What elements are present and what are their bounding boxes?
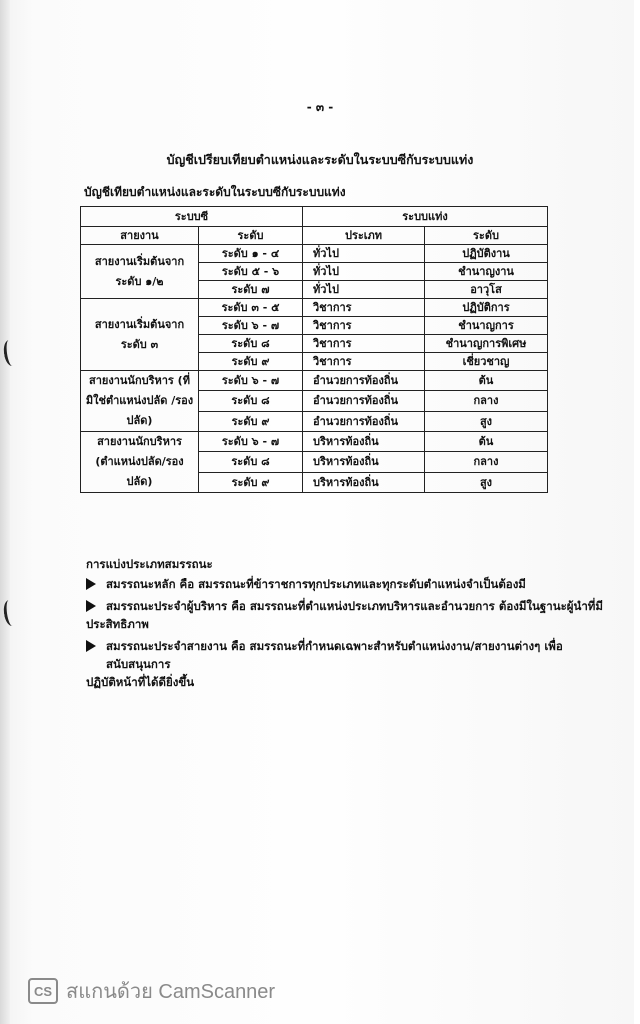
level-cell: ระดับ ๕ - ๖ (199, 263, 303, 281)
competency-section (86, 555, 606, 695)
document-title: บัญชีเปรียบเทียบตำแหน่งและระดับในระบบซีกับระบบแท่ง (166, 152, 474, 167)
type-cell: บริหารท้องถิ่น (303, 452, 425, 472)
level-cell: ระดับ ๘ (199, 452, 303, 472)
band-level-cell: ปฏิบัติการ (425, 299, 548, 317)
competency-item-text: สมรรถนะประจำผู้บริหาร คือ สมรรถนะที่ตำแหน่งประเภทบริหารและอำนวยการ ต้องมีในฐานะผู้นำที่มี (106, 599, 603, 613)
type-cell: ทั่วไป (303, 245, 425, 263)
col-header-type: ประเภท (303, 227, 425, 245)
col-header-line: สายงาน (81, 227, 199, 245)
group-line-cell: สายงานเริ่มต้นจากระดับ ๓ (81, 299, 199, 371)
table-row (81, 299, 548, 317)
col-header-level: ระดับ (199, 227, 303, 245)
type-cell: บริหารท้องถิ่น (303, 472, 425, 492)
header-band-system: ระบบแท่ง (303, 207, 548, 227)
competency-item (86, 597, 606, 633)
type-cell: วิชาการ (303, 353, 425, 371)
watermark-text: สแกนด้วย CamScanner (66, 981, 276, 1003)
level-cell: ระดับ ๖ - ๗ (199, 371, 303, 391)
level-cell: ระดับ ๙ (199, 353, 303, 371)
level-cell: ระดับ ๑ - ๔ (199, 245, 303, 263)
competency-item-text: สมรรถนะหลัก คือ สมรรถนะที่ข้าราชการทุกประเภทและทุกระดับตำแหน่งจำเป็นต้องมี (106, 577, 526, 591)
header-c-system: ระบบซี (81, 207, 303, 227)
band-level-cell: ชำนาญการ (425, 317, 548, 335)
type-cell: วิชาการ (303, 317, 425, 335)
band-level-cell: ต้น (425, 432, 548, 452)
level-cell: ระดับ ๗ (199, 281, 303, 299)
type-cell: ทั่วไป (303, 263, 425, 281)
competency-item (86, 575, 606, 593)
type-cell: อำนวยการท้องถิ่น (303, 391, 425, 411)
band-level-cell: ต้น (425, 371, 548, 391)
arrow-bullet-icon (86, 578, 96, 590)
group-line-cell: สายงานเริ่มต้นจาก ระดับ ๑/๒ (81, 245, 199, 299)
type-cell: วิชาการ (303, 299, 425, 317)
comparison-table (80, 206, 548, 493)
level-cell: ระดับ ๘ (199, 335, 303, 353)
competency-item (86, 637, 606, 691)
type-cell: ทั่วไป (303, 281, 425, 299)
type-cell: วิชาการ (303, 335, 425, 353)
band-level-cell: สูง (425, 472, 548, 492)
band-level-cell: ปฏิบัติงาน (425, 245, 548, 263)
table-row (81, 371, 548, 391)
band-level-cell: เชี่ยวชาญ (425, 353, 548, 371)
band-level-cell: อาวุโส (425, 281, 548, 299)
col-header-band-level: ระดับ (425, 227, 548, 245)
competency-heading: การแบ่งประเภทสมรรถนะ (86, 557, 213, 571)
type-cell: อำนวยการท้องถิ่น (303, 411, 425, 431)
page-number: - ๓ - (306, 100, 334, 114)
type-cell: บริหารท้องถิ่น (303, 432, 425, 452)
band-level-cell: ชำนาญงาน (425, 263, 548, 281)
table-caption: บัญชีเทียบตำแหน่งและระดับในระบบซีกับระบบแท่ง (84, 185, 346, 199)
table-subheader-row (81, 227, 548, 245)
camscanner-logo-icon: CS (28, 978, 58, 1004)
competency-item-continuation: ปฏิบัติหน้าที่ได้ดียิ่งขึ้น (86, 675, 195, 689)
camscanner-watermark (28, 975, 275, 1007)
band-level-cell: กลาง (425, 391, 548, 411)
band-level-cell: สูง (425, 411, 548, 431)
type-cell: อำนวยการท้องถิ่น (303, 371, 425, 391)
group-line-cell: สายงานนักบริหาร (ที่มิใช่ตำแหน่งปลัด /รองปลัด) (81, 371, 199, 432)
arrow-bullet-icon (86, 640, 96, 652)
band-level-cell: กลาง (425, 452, 548, 472)
competency-item-continuation: ประสิทธิภาพ (86, 617, 149, 631)
table-row (81, 432, 548, 452)
arrow-bullet-icon (86, 600, 96, 612)
level-cell: ระดับ ๙ (199, 472, 303, 492)
group-line-cell: สายงานนักบริหาร (ตำแหน่งปลัด/รองปลัด) (81, 432, 199, 493)
level-cell: ระดับ ๓ - ๕ (199, 299, 303, 317)
table-header-row (81, 207, 548, 227)
level-cell: ระดับ ๖ - ๗ (199, 317, 303, 335)
level-cell: ระดับ ๖ - ๗ (199, 432, 303, 452)
level-cell: ระดับ ๙ (199, 411, 303, 431)
competency-item-text: สมรรถนะประจำสายงาน คือ สมรรถนะที่กำหนดเฉพาะสำหรับตำแหน่งงาน/สายงานต่างๆ เพื่อสนับสนุนการ (106, 639, 563, 671)
table-row (81, 245, 548, 263)
level-cell: ระดับ ๘ (199, 391, 303, 411)
band-level-cell: ชำนาญการพิเศษ (425, 335, 548, 353)
